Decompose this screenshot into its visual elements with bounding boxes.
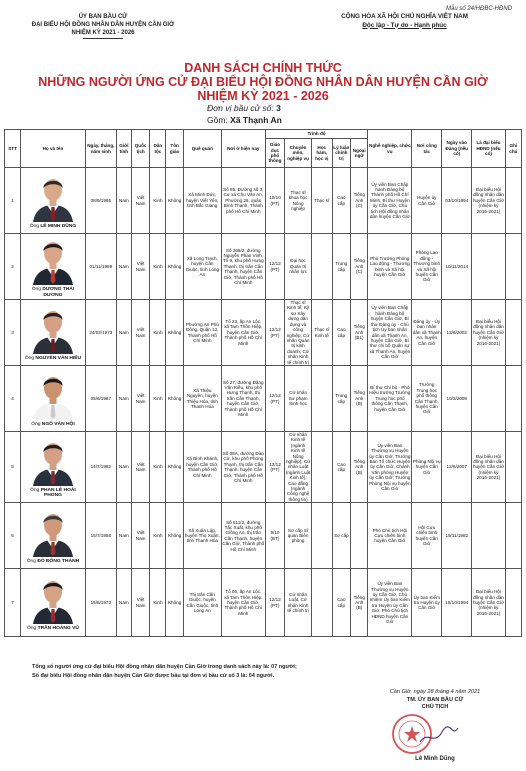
candidate-name: [22, 287, 85, 298]
national-header: [322, 13, 487, 30]
cell-language: [351, 503, 368, 569]
candidate-name: [22, 488, 85, 499]
document-title: [0, 61, 526, 103]
issuing-authority: [28, 13, 178, 39]
cell-occupation: Ủy viên Ban Thường vụ Huyện ủy Cần Giờ, Trưởng Ban Tổ chức Huyện ủy Cần Giờ, Chánh Văn phòng Huyện ủy Cần Giờ; Trưởng Phòng Nội vụ huyện Cần Giờ: [368, 432, 412, 503]
col-name: Họ và tên: [21, 130, 86, 168]
col-education-group: Trình độ: [265, 130, 368, 139]
authority-line-3: NHIỆM KỲ 2021 - 2026: [71, 30, 135, 36]
cell-language: Tiếng Anh (C): [351, 234, 368, 300]
cell-general-ed: 12/12 (PT): [265, 569, 285, 637]
col-stt: STT: [5, 130, 21, 168]
cell-nationality: Việt Nam: [131, 366, 149, 432]
cell-nationality: Việt Nam: [131, 168, 149, 234]
col-hometown: Quê quán: [183, 130, 221, 168]
unit-label: Đơn vị bầu cử số:: [207, 103, 274, 113]
cell-stt: 2: [5, 234, 21, 300]
title-line-1: DANH SÁCH CHÍNH THỨC: [184, 61, 342, 75]
cell-occupation: Bí thư Chi bộ - Phó Hiệu trưởng Trường Trung học phổ thông Cần Thạnh, huyện Cần Giờ: [368, 366, 412, 432]
cell-gender: Nam: [116, 432, 131, 503]
cell-nationality: Việt Nam: [131, 234, 149, 300]
col-occupation: Nghề nghiệp, chức vụ: [368, 130, 412, 168]
cell-gender: Nam: [116, 168, 131, 234]
cell-delegate: [472, 503, 505, 569]
cell-party-date: 19/11/1982: [442, 503, 472, 569]
cell-ethnicity: Kinh: [150, 234, 166, 300]
cell-hometown: Xã Thiệu Nguyên, huyện Thiệu Hóa, tỉnh Thanh Hóa: [183, 366, 221, 432]
signature-date: Cần Giờ, ngày 28 tháng 4 năm 2021: [389, 689, 481, 695]
signature-title: CHỦ TỊCH: [421, 704, 449, 710]
cell-political: Trung cấp: [332, 366, 350, 432]
cell-occupation: Ủy viên Ban Chấp hành Đảng bộ Thành phố Hồ Chí Minh, Bí thư Huyện ủy Cần Giờ, Chủ tịch Hội đồng nhân dân huyện Cần Giờ: [368, 168, 412, 234]
cell-ethnicity: Kinh: [150, 366, 166, 432]
col-general-ed: Giáo dục phổ thông: [265, 139, 285, 168]
cell-occupation: Phó Chủ tịch Hội Cựu chiến binh huyện Cần Giờ: [368, 503, 412, 569]
candidate-photo: [29, 509, 77, 557]
cell-specialty: Thạc sĩ khoa học Nông nghiệp: [285, 168, 312, 234]
cell-degree: [311, 366, 332, 432]
col-gender: Giới tính: [116, 130, 131, 168]
col-political: Lý luận chính trị: [332, 139, 350, 168]
cell-religion: Không: [166, 168, 183, 234]
cell-party-date: 13/6/2002: [442, 300, 472, 366]
cell-religion: Không: [166, 300, 183, 366]
cell-ethnicity: Kinh: [150, 569, 166, 637]
cell-party-date: 12/6/2007: [442, 432, 472, 503]
cell-dob: 05/6/1987: [85, 366, 116, 432]
name-text: NGÔ VĂN HỘI: [41, 421, 75, 427]
name-text: TRẦN HOÀNG VŨ: [37, 626, 79, 632]
authority-line-1: ỦY BAN BẦU CỬ: [78, 14, 128, 20]
authority-line-2: ĐẠI BIỂU HỘI ĐỒNG NHÂN DÂN HUYỆN CẦN GIỜ: [31, 22, 175, 28]
name-text: NGUYỄN VĂN HIẾU: [35, 355, 82, 361]
cell-hometown: Phường An Phú Đông, Quận 12, Thành phố Hồ Chí Minh: [183, 300, 221, 366]
cell-hometown: Xã Xuân Lập, huyện Thọ Xuân, tỉnh Thanh Hóa: [183, 503, 221, 569]
national-motto: Độc lập - Tự do - Hạnh phúc: [362, 21, 447, 29]
cell-general-ed: 9/10 (BT): [265, 503, 285, 569]
cell-occupation: Phó Trưởng Phòng Lao động - Thương binh và Xã hội huyện Cần Giờ: [368, 234, 412, 300]
cell-gender: Nam: [116, 300, 131, 366]
cell-hometown: Xã Bình Khánh, huyện Cần Giờ, Thành phố Hồ Chí Minh: [183, 432, 221, 503]
cell-notes: [505, 168, 521, 234]
candidate-name: [22, 626, 85, 631]
cell-notes: [505, 234, 521, 300]
cell-workplace: Phòng Lao động - Thương binh và Xã hội huyện Cần Giờ: [412, 234, 442, 300]
cell-gender: Nam: [116, 366, 131, 432]
cell-religion: Không: [166, 432, 183, 503]
col-workplace: Nơi công tác: [412, 130, 442, 168]
candidate-photo: [29, 372, 77, 420]
cell-specialty: Cử nhân Sư phạm Sinh học: [285, 366, 312, 432]
cell-degree: Thạc sĩ: [311, 168, 332, 234]
cell-nationality: Việt Nam: [131, 503, 149, 569]
cell-workplace: Phòng Nội vụ huyện Cần Giờ: [412, 432, 442, 503]
cell-hometown: Xã Long Trạch, huyện Cần Giuộc, tỉnh Long An: [183, 234, 221, 300]
cell-specialty: Cử nhân Kinh tế (ngành Kinh tế Nông nghiệp); Cử nhân Luật (ngành Luật Kinh tế); Cao đẳng (ngành Công nghệ thông tin): [285, 432, 311, 502]
country-name: CỘNG HÒA XÃ HỘI CHỦ NGHĨA VIỆT NAM: [341, 13, 468, 20]
title-line-3: NHIỆM KỲ 2021 - 2026: [197, 89, 329, 103]
signature-org: TM. ỦY BAN BẦU CỬ: [406, 696, 464, 703]
cell-occupation: Ủy viên Ban Thường vụ Huyện ủy Cần Giờ, Chủ nhiệm Ủy ban Kiểm tra Huyện ủy Cần Giờ, Phó Chủ tịch HĐND huyện Cần Giờ: [368, 569, 412, 637]
candidate-photo: [29, 237, 77, 285]
cell-name: [21, 569, 86, 637]
cell-workplace: Ủy ban Kiểm tra Huyện ủy Cần Giờ: [412, 569, 442, 637]
red-seal-stamp: [386, 712, 466, 756]
cell-political: Cao cấp: [332, 168, 350, 234]
signature-block: [360, 689, 510, 712]
cell-residence: Số 269/2, đường Nguyễn Phan Vinh, Tổ 9, khu phố Hưng Thạnh, thị trấn Cần Thạnh, huyện Cần Giờ, Thành phố Hồ Chí Minh: [221, 234, 265, 300]
cell-religion: Không: [166, 366, 183, 432]
name-prefix: Ông: [26, 559, 36, 565]
cell-name: [21, 168, 86, 234]
name-prefix: Ông: [24, 355, 35, 361]
cell-delegate: Đại biểu Hội đồng nhân dân huyện Cần Giờ (nhiệm kỳ 2016-2021): [472, 432, 505, 503]
name-text: DƯƠNG THÁI DƯƠNG: [42, 287, 75, 298]
candidate-row: [5, 168, 522, 234]
name-prefix: Ông: [30, 487, 40, 493]
cell-degree: Thạc sĩ Kinh tế: [311, 300, 332, 366]
cell-stt: 4: [5, 366, 21, 432]
cell-residence: Tổ 23, ấp An Lộc, xã Tam Thôn Hiệp, huyện Cần Giờ, Thành phố Hồ Chí Minh: [221, 300, 265, 366]
cell-workplace: Hội Cựu chiến binh huyện Cần Giờ: [412, 503, 442, 569]
candidate-photo: [29, 438, 77, 486]
cell-stt: 3: [5, 300, 21, 366]
candidate-row: [5, 432, 522, 503]
cell-party-date: 15/10/1994: [442, 569, 472, 637]
name-prefix: Ông: [29, 223, 39, 229]
cell-residence: Số 511/2, đường Tắc Xuất, khu phố Giồng Ao, thị trấn Cần Thạnh, huyện Cần Giờ, Thành phố Hồ Chí Minh: [221, 503, 265, 569]
unit-number: 3: [276, 103, 281, 113]
name-text: ĐỖ ĐÔNG THÀNH: [37, 559, 80, 565]
name-prefix: Ông: [26, 626, 37, 632]
cell-dob: 01/11/1989: [85, 234, 116, 300]
cell-political: Cao cấp: [332, 569, 350, 637]
cell-delegate: Đại biểu Hội đồng nhân dân huyện Cần Giờ (nhiệm kỳ 2016-2021): [472, 168, 505, 234]
col-nationality: Quốc tịch: [131, 130, 149, 168]
cell-language: Tiếng Anh (B): [351, 569, 368, 637]
candidate-row: [5, 569, 522, 637]
cell-party-date: 10/11/2014: [442, 234, 472, 300]
col-party-date: Ngày vào Đảng (nếu có): [442, 130, 472, 168]
candidate-photo: [29, 306, 77, 354]
form-number: Mẫu số 24/HĐBC-HĐND: [445, 6, 512, 12]
candidate-photo: [29, 576, 77, 624]
cell-political: Sơ cấp: [332, 503, 350, 569]
candidate-name: [22, 356, 85, 361]
cell-degree: [311, 503, 332, 569]
cell-language: Tiếng Anh (B): [351, 366, 368, 432]
cell-party-date: 10/3/2009: [442, 366, 472, 432]
cell-notes: [505, 366, 521, 432]
cell-general-ed: 10/10 (PT): [265, 168, 285, 234]
cell-language: Tiếng Anh (B): [351, 432, 368, 503]
cell-nationality: Việt Nam: [131, 569, 149, 637]
cell-degree: [311, 432, 332, 503]
col-residence: Nơi ở hiện nay: [221, 130, 265, 168]
cell-delegate: [472, 366, 505, 432]
cell-workplace: Trường Trung học phổ thông Cần Thạnh, huyện Cần Giờ: [412, 366, 442, 432]
electoral-unit: [207, 103, 281, 113]
cell-general-ed: 12/12 (PT): [265, 432, 285, 503]
electoral-ward: [207, 115, 282, 125]
ward-label: Gồm:: [207, 115, 228, 125]
candidate-row: [5, 300, 522, 366]
ward-name: Xã Thạnh An: [230, 115, 282, 125]
footer-seats: Số đại biểu Hội đồng nhân dân huyện Cần Giờ được bầu tại đơn vị bầu cử số 3 là: 04 người.: [32, 673, 275, 679]
cell-workplace: Huyện ủy Cần Giờ: [412, 168, 442, 234]
candidate-row: [5, 503, 522, 569]
cell-stt: 6: [5, 503, 21, 569]
cell-party-date: 03/10/1994: [442, 168, 472, 234]
col-dob: Ngày, tháng, năm sinh: [85, 130, 116, 168]
cell-notes: [505, 503, 521, 569]
cell-stt: 5: [5, 432, 21, 503]
cell-gender: Nam: [116, 503, 131, 569]
cell-delegate: [472, 234, 505, 300]
cell-ethnicity: Kinh: [150, 300, 166, 366]
cell-specialty: Thạc sĩ Kinh tế; Kỹ sư Xây dựng dân dụng và công nghiệp; Cử nhân Quản trị kinh doanh; Cử nhân Kinh tế chính trị: [286, 300, 310, 365]
cell-notes: [505, 300, 521, 366]
cell-residence: Số 08A, đường Đào Cử, khu phố Phong Thạnh, thị trấn Cần Thạnh, huyện Cần Giờ, Thành phố Hồ Chí Minh: [221, 432, 265, 503]
cell-dob: 14/7/1982: [85, 432, 116, 503]
name-prefix: Ông: [31, 421, 41, 427]
col-delegate: Là đại biểu HĐND (nếu có): [472, 130, 505, 168]
cell-degree: [311, 569, 332, 637]
candidate-row: [5, 366, 522, 432]
cell-stt: 1: [5, 168, 21, 234]
cell-political: Cao cấp: [332, 300, 350, 366]
cell-dob: 15/7/1958: [85, 503, 116, 569]
col-notes: Ghi chú: [505, 130, 521, 168]
cell-ethnicity: Kinh: [150, 168, 166, 234]
footer-total: Tổng số người ứng cử đại biểu Hội đồng nhân dân huyện Cần Giờ trong danh sách này là: 07 người;: [32, 664, 297, 670]
col-specialty: Chuyên môn, nghiệp vụ: [285, 139, 312, 168]
candidate-photo: [29, 174, 77, 222]
cell-general-ed: 12/12 (PT): [265, 366, 285, 432]
cell-nationality: Việt Nam: [131, 300, 149, 366]
cell-name: [21, 432, 86, 503]
cell-dob: 08/9/1965: [85, 168, 116, 234]
name-text: PHAN LÊ HOÀI PHONG: [40, 487, 76, 499]
cell-language: Tiếng Anh (C): [351, 168, 368, 234]
candidate-table: [4, 129, 522, 637]
col-ethnicity: Dân tộc: [150, 130, 166, 168]
cell-name: [21, 503, 86, 569]
cell-name: [21, 366, 86, 432]
name-prefix: Ông: [31, 287, 41, 293]
cell-delegate: Đại biểu Hội đồng nhân dân huyện Cần Giờ (nhiệm kỳ 2016-2021): [472, 569, 505, 637]
cell-ethnicity: Kinh: [150, 503, 166, 569]
cell-political: Cao cấp: [332, 432, 350, 503]
cell-stt: 7: [5, 569, 21, 637]
title-line-2: NHỮNG NGƯỜI ỨNG CỬ ĐẠI BIỂU HỘI ĐỒNG NHÂN DÂN HUYỆN CẦN GIỜ: [38, 75, 488, 89]
cell-notes: [505, 432, 521, 503]
cell-general-ed: 12/12 (PT): [265, 300, 285, 366]
cell-name: [21, 300, 86, 366]
cell-hometown: Thị trấn Cần Giuộc, huyện Cần Giuộc, tỉnh Long An: [183, 569, 221, 637]
cell-name: [21, 234, 86, 300]
cell-delegate: Đại biểu Hội đồng nhân dân huyện Cần Giờ (nhiệm kỳ 2016-2021): [472, 300, 505, 366]
col-language: Ngoại ngữ: [351, 139, 368, 168]
cell-dob: 24/02/1973: [85, 300, 116, 366]
cell-dob: 15/8/1973: [85, 569, 116, 637]
cell-nationality: Việt Nam: [131, 432, 149, 503]
candidate-rows: [5, 168, 522, 637]
cell-religion: Không: [166, 503, 183, 569]
cell-occupation: Ủy viên Ban Chấp hành Đảng bộ huyện Cần Giờ, Bí thư Đảng ủy - Chủ tịch Ủy ban nhân dân xã Thạnh An, huyện Cần Giờ, Bí thư chi bộ Quân sự xã Thạnh An, huyện Cần Giờ: [368, 300, 412, 366]
cell-general-ed: 12/12 (PT): [265, 234, 285, 300]
signer-name: Lê Minh Dũng: [415, 756, 455, 762]
cell-workplace: Đảng ủy - Ủy ban nhân dân xã Thạnh An, huyện Cần Giờ: [412, 300, 442, 366]
cell-language: Tiếng Anh (B1): [351, 300, 368, 366]
cell-gender: Nam: [116, 569, 131, 637]
col-religion: Tôn giáo: [166, 130, 183, 168]
candidate-name: [22, 559, 85, 564]
cell-religion: Không: [166, 234, 183, 300]
cell-political: Trung cấp: [332, 234, 350, 300]
name-text: LÊ MINH DŨNG: [40, 223, 77, 229]
cell-specialty: Sơ cấp Sĩ quan Biên phòng: [285, 503, 312, 569]
cell-notes: [505, 569, 521, 637]
cell-residence: Số 27, đường Đặng Văn Kiều, khu phố Hưng Thạnh, thị trấn Cần Thạnh, huyện Cần Giờ, Thành phố Hồ Chí Minh: [221, 366, 265, 432]
candidate-row: [5, 234, 522, 300]
candidate-name: [22, 224, 85, 229]
cell-specialty: Cử nhân Luật, Cử nhân Kinh tế chính trị: [285, 569, 312, 637]
candidate-name: [22, 422, 85, 427]
cell-specialty: Đại học Quản trị nhân lực: [285, 234, 312, 300]
col-degree: Học hàm, học vị: [311, 139, 332, 168]
cell-residence: Số 85, Đường số 3, Cư xá Chu Văn An, Phường 26, quận Bình Thạnh, Thành phố Hồ Chí Minh: [221, 168, 265, 234]
cell-degree: [311, 234, 332, 300]
cell-religion: Không: [166, 569, 183, 637]
cell-residence: Tổ 06, ấp An Lộc, xã Tam Thôn Hiệp, huyện Cần Giờ, Thành phố Hồ Chí Minh: [221, 569, 265, 637]
cell-ethnicity: Kinh: [150, 432, 166, 503]
cell-hometown: Xã Minh Đức, huyện Việt Yên, tỉnh Bắc Giang: [183, 168, 221, 234]
authority-underline: [83, 38, 123, 39]
cell-gender: Nam: [116, 234, 131, 300]
